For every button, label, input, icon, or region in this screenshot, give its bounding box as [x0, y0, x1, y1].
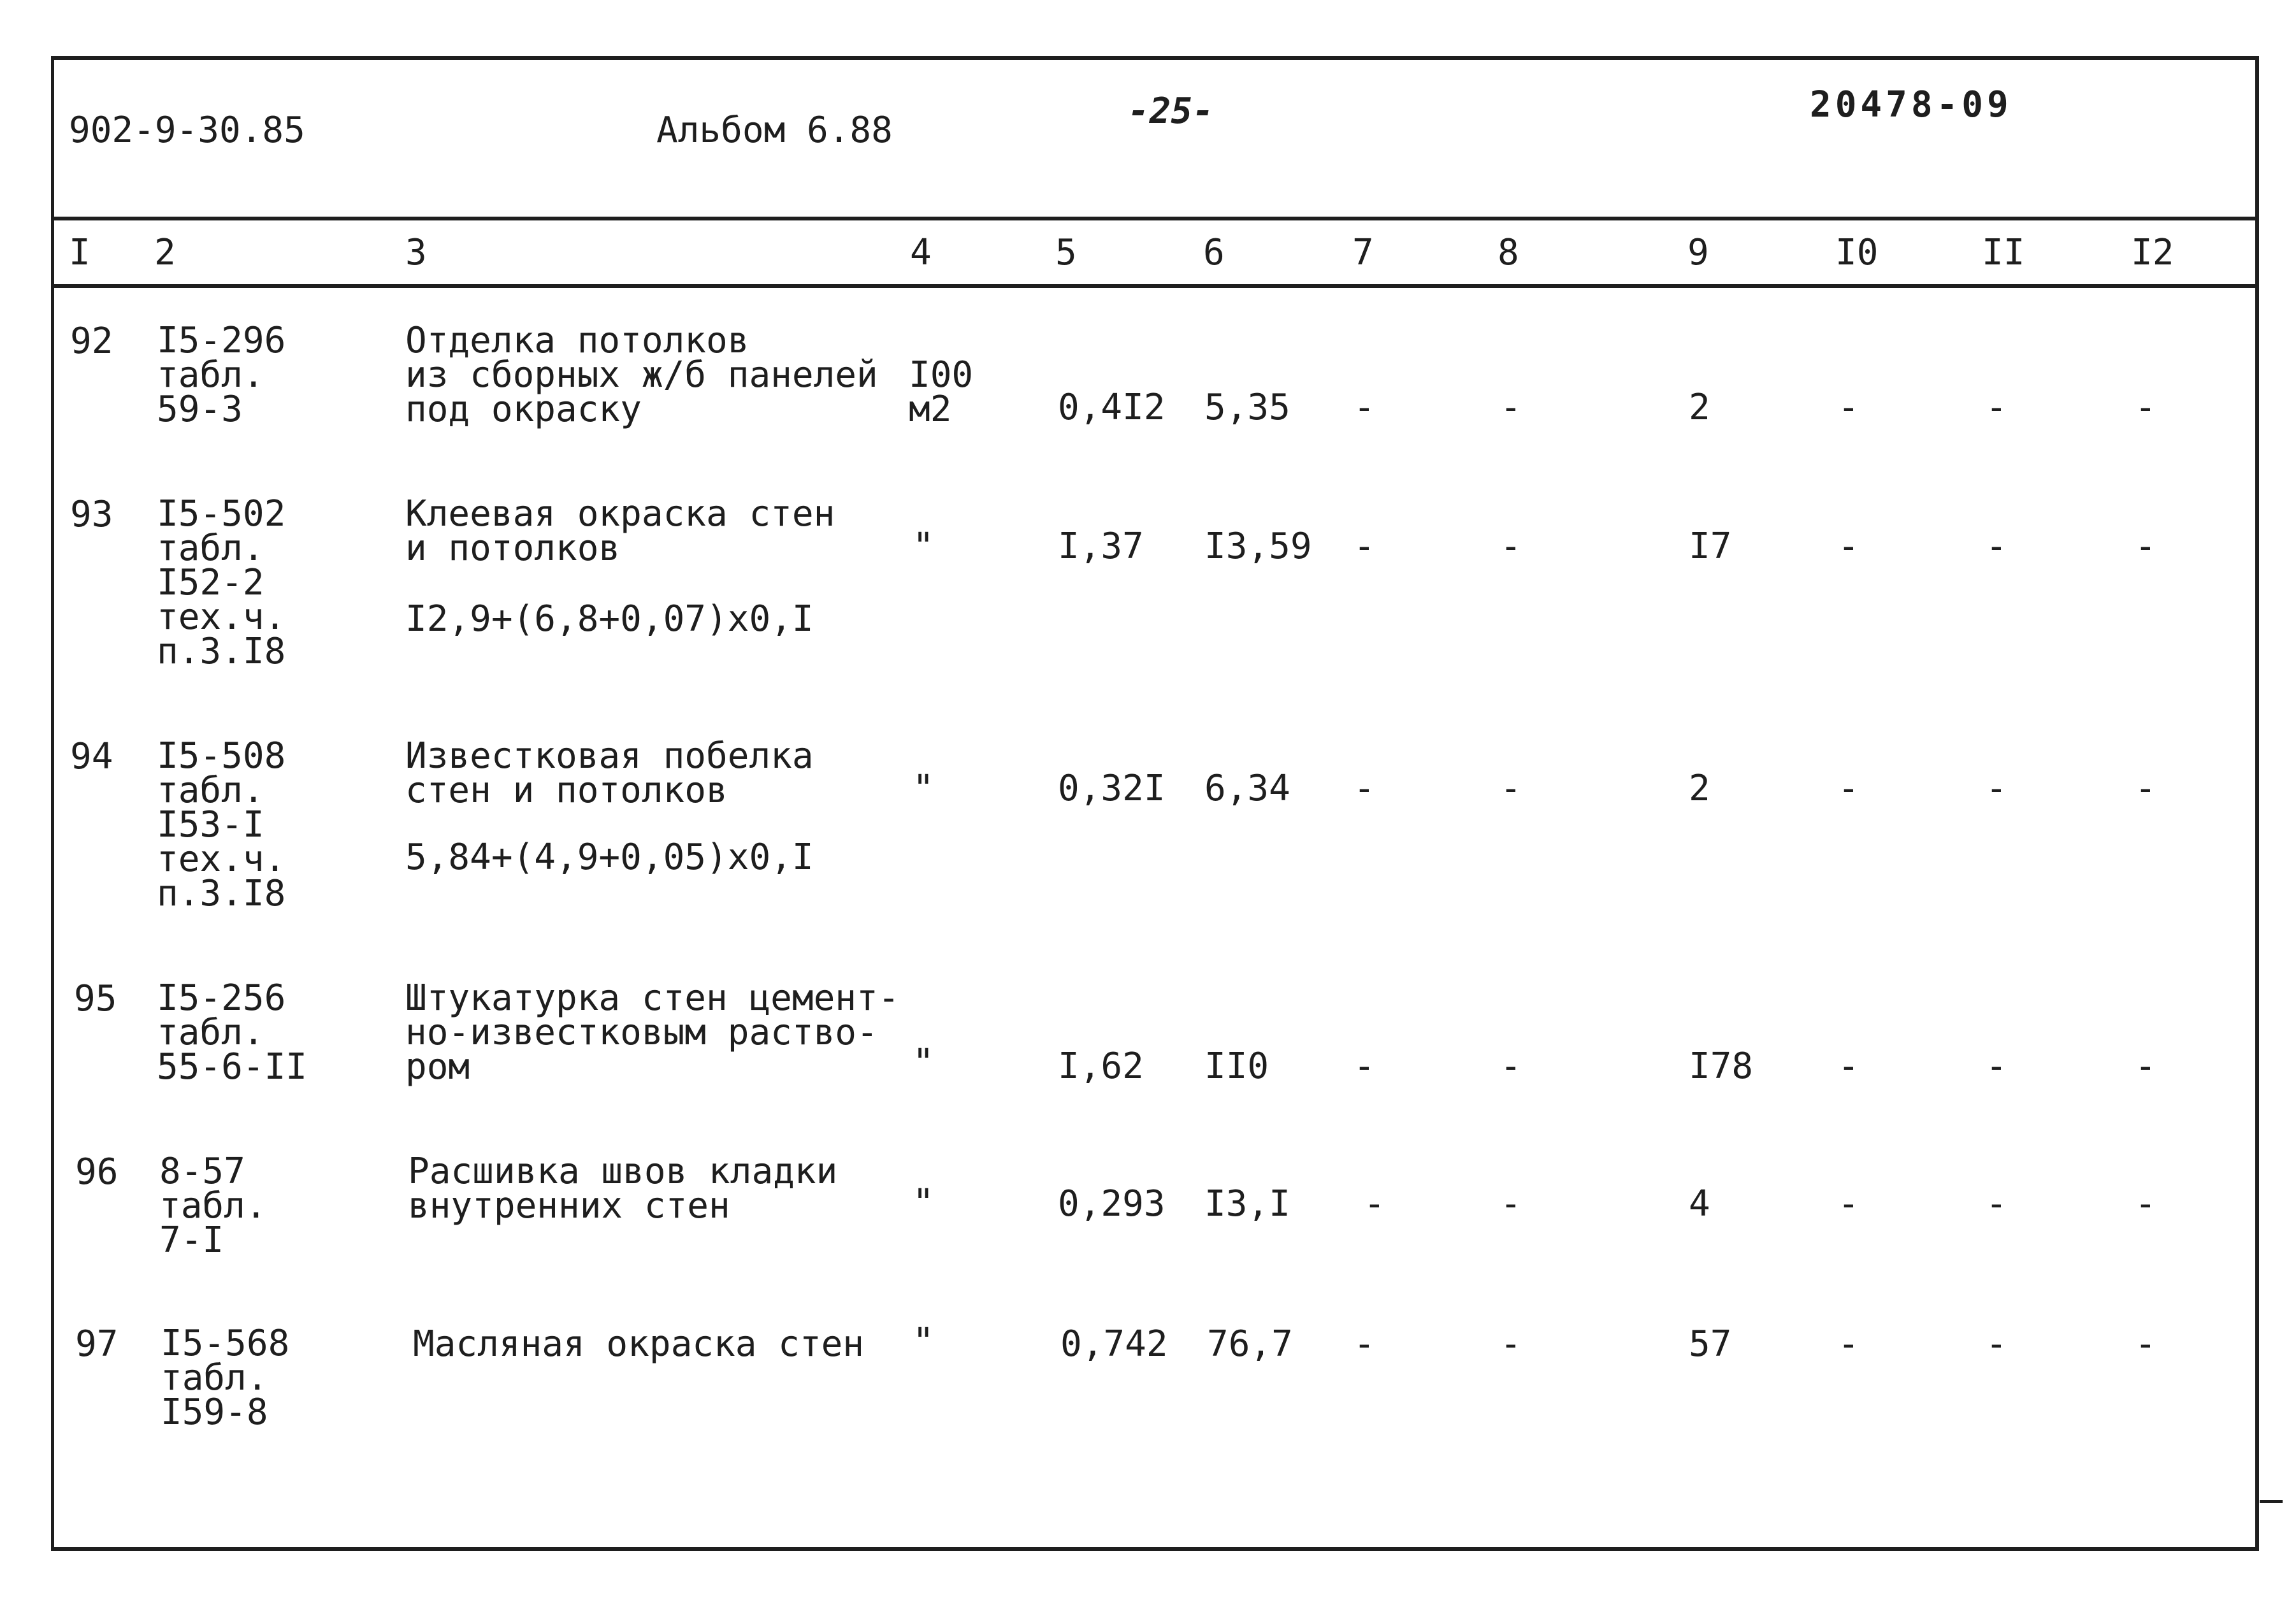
column-header: 6	[1203, 232, 1225, 273]
column-header: 9	[1687, 232, 1709, 273]
unit: "	[913, 1042, 934, 1083]
column-header: I2	[2131, 232, 2174, 273]
value-col9: 2	[1689, 768, 1710, 809]
value-col6: I3,I	[1204, 1183, 1290, 1225]
value-col6: 5,35	[1204, 387, 1290, 428]
quantity: 0,742	[1060, 1323, 1168, 1365]
value-col11: -	[1986, 768, 2007, 809]
value-col8: -	[1500, 526, 1522, 567]
value-col7: -	[1364, 1183, 1385, 1225]
value-col12: -	[2135, 1323, 2156, 1365]
value-col10: -	[1838, 1046, 1859, 1087]
value-col12: -	[2135, 387, 2156, 428]
archive-stamp: 20478-09	[1810, 84, 2012, 126]
value-col7: -	[1354, 1323, 1375, 1365]
header-rule	[51, 217, 2256, 220]
value-col6: 76,7	[1207, 1323, 1293, 1365]
value-col7: -	[1354, 526, 1375, 567]
column-header: I0	[1835, 232, 1879, 273]
value-col11: -	[1986, 526, 2007, 567]
row-number: 92	[70, 320, 113, 362]
value-col12: -	[2135, 526, 2156, 567]
column-header: I	[69, 232, 90, 273]
page-number: -25-	[1128, 90, 1214, 132]
value-col8: -	[1500, 1183, 1522, 1225]
value-col10: -	[1838, 1323, 1859, 1365]
column-header: 5	[1055, 232, 1077, 273]
document-code: 902-9-30.85	[69, 110, 305, 151]
column-header: II	[1982, 232, 2025, 273]
norm-reference: I5-508 табл. I53-I тех.ч. п.3.I8	[157, 735, 286, 914]
value-col12: -	[2135, 1183, 2156, 1225]
work-description: Расшивка швов кладки внутренних стен	[408, 1151, 838, 1227]
column-header: 4	[910, 232, 932, 273]
row-number: 96	[75, 1151, 119, 1193]
value-col7: -	[1354, 1046, 1375, 1087]
norm-reference: I5-502 табл. I52-2 тех.ч. п.3.I8	[157, 493, 286, 672]
value-col7: -	[1354, 768, 1375, 809]
work-description: Штукатурка стен цемент- но-известковым раство- ром	[405, 977, 900, 1088]
quantity: 0,32I	[1058, 768, 1166, 809]
work-description: Известковая побелка стен и потолков	[405, 735, 814, 811]
norm-reference: 8-57 табл. 7-I	[159, 1151, 267, 1261]
value-col11: -	[1986, 1323, 2007, 1365]
value-col12: -	[2135, 768, 2156, 809]
column-header: 8	[1498, 232, 1519, 273]
column-header: 2	[154, 232, 176, 273]
value-col8: -	[1500, 1323, 1522, 1365]
norm-reference: I5-256 табл. 55-6-II	[157, 977, 308, 1088]
work-description: Масляная окраска стен	[413, 1323, 865, 1365]
unit: "	[913, 526, 934, 567]
value-col10: -	[1838, 526, 1859, 567]
value-col9: I78	[1689, 1046, 1754, 1087]
value-col9: I7	[1689, 526, 1732, 567]
quantity: 0,4I2	[1058, 387, 1166, 428]
value-col7: -	[1354, 387, 1375, 428]
value-col9: 2	[1689, 387, 1710, 428]
quantity: 0,293	[1058, 1183, 1166, 1225]
unit: "	[913, 768, 934, 809]
volume-calculation: I2,9+(6,8+0,07)x0,I	[405, 598, 814, 640]
unit: I00 м2	[909, 354, 974, 430]
value-col9: 4	[1689, 1183, 1710, 1225]
work-description: Клеевая окраска стен и потолков	[405, 493, 835, 569]
value-col8: -	[1500, 387, 1522, 428]
value-col10: -	[1838, 768, 1859, 809]
row-number: 93	[70, 494, 113, 535]
value-col6: 6,34	[1204, 768, 1290, 809]
album-label: Альбом 6.88	[656, 110, 893, 151]
norm-reference: I5-568 табл. I59-8	[161, 1323, 290, 1433]
column-header-rule	[51, 284, 2256, 288]
edge-mark	[2260, 1500, 2283, 1503]
value-col8: -	[1500, 1046, 1522, 1087]
value-col6: II0	[1204, 1046, 1269, 1087]
unit: "	[913, 1321, 934, 1362]
row-number: 95	[74, 978, 117, 1019]
column-header: 7	[1352, 232, 1374, 273]
volume-calculation: 5,84+(4,9+0,05)x0,I	[405, 837, 814, 878]
value-col6: I3,59	[1204, 526, 1312, 567]
value-col12: -	[2135, 1046, 2156, 1087]
value-col10: -	[1838, 387, 1859, 428]
quantity: I,37	[1058, 526, 1144, 567]
row-number: 94	[70, 736, 113, 777]
row-number: 97	[75, 1323, 119, 1365]
column-header: 3	[405, 232, 427, 273]
value-col11: -	[1986, 1046, 2007, 1087]
work-description: Отделка потолков из сборных ж/б панелей под окраску	[405, 320, 878, 430]
value-col10: -	[1838, 1183, 1859, 1225]
value-col11: -	[1986, 387, 2007, 428]
quantity: I,62	[1058, 1046, 1144, 1087]
norm-reference: I5-296 табл. 59-3	[157, 320, 286, 430]
unit: "	[913, 1182, 934, 1223]
value-col9: 57	[1689, 1323, 1732, 1365]
value-col11: -	[1986, 1183, 2007, 1225]
value-col8: -	[1500, 768, 1522, 809]
